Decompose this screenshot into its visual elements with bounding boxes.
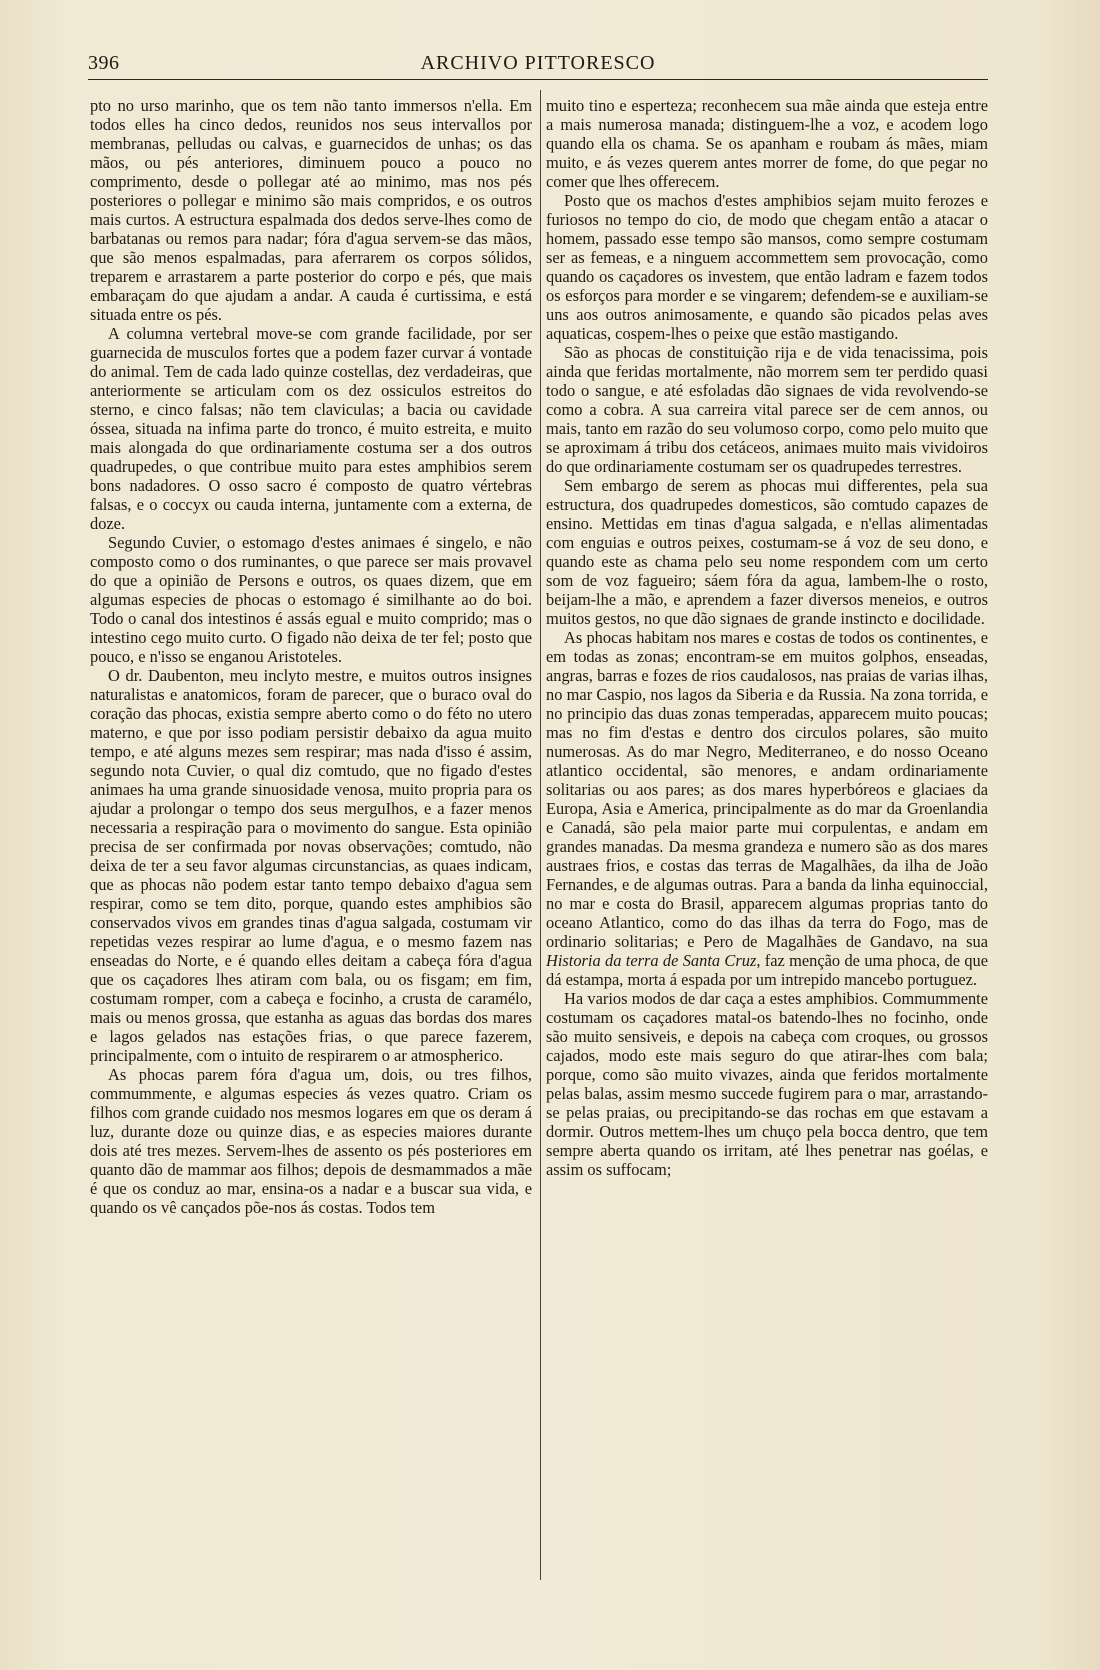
page-number: 396	[88, 52, 120, 74]
paragraph: Ha varios modos de dar caça a estes amphibios. Commummente costumam os caçadores matal-os batendo-lhes no focinho, onde são muito sensiveis, e depois na cabeça com croques, ou grossos cajados, modo este mais seguro do que atirar-lhes com bala; porque, como são muito vivazes, ainda que feridos mortalmente pelas balas, assim mesmo succede fugirem para o mar, arrastando-se pelas praias, ou precipitando-se das rochas em que estavam a dormir. Outros mettem-lhes um chuço pela bocca dentro, que tem sempre aberta quando os irritam, até lhes penetrar nas goélas, e assim os suffocam;	[546, 989, 988, 1179]
left-column	[90, 96, 532, 1217]
running-title: ARCHIVO PITTORESCO	[420, 52, 656, 74]
book-title: Historia da terra de Santa Cruz	[546, 951, 757, 970]
column-divider	[540, 90, 541, 1580]
paragraph-text: , faz menção de uma phoca, de que dá estampa, morta á espada por um intrepido mancebo portuguez.	[546, 951, 988, 989]
paragraph: O dr. Daubenton, meu inclyto mestre, e muitos outros insignes naturalistas e anatomicos, foram de parecer, que o buraco oval do coração das phocas, existia sempre aberto como o do féto no utero materno, e que por isso podiam persistir debaixo da agua muito tempo, e até alguns mezes sem respirar; mas nada d'isso é assim, segundo nota Cuvier, o qual diz comtudo, que no figado d'estes animaes ha uma grande sinuosidade venosa, muito propria para os ajudar a prolongar o tempo dos seus merguIhos, e a fazer menos necessaria a respiração para o movimento do sangue. Esta opinião precisa de ser confirmada por novas observações; comtudo, não deixa de ter a seu favor algumas circunstancias, as quaes indicam, que as phocas não podem estar tanto tempo debaixo d'agua sem respirar, como se tem dito, porque, quando estes amphibios são conservados vivos em grandes tinas d'agua salgada, costumam vir repetidas vezes respirar ao lume d'agua, e o mesmo fazem nas enseadas do Norte, e é quando elles deitam a cabeça fóra d'agua que os caçadores lhes atiram com bala, ou os fisgam; em fim, costumam romper, com a cabeça e focinho, a crusta de caramélo, mais ou menos grossa, que estanha as aguas das bordas dos mares e lagos gelados nas estações frias, o que parece fazerem, principalmente, com o intuito de respirarem o ar atmospherico.	[90, 666, 532, 1065]
paragraph	[546, 628, 988, 989]
page-header	[88, 50, 988, 80]
paragraph: São as phocas de constituição rija e de vida tenacissima, pois ainda que feridas mortalmente, não morrem sem ter perdido quasi todo o sangue, e até esfoladas dão signaes de vida revolvendo-se como a cobra. A sua carreira vital parece ser de cem annos, ou mais, tanto em razão do seu volumoso corpo, como pelo muito que se aproximam á tribu dos cetáceos, animaes muito mais vividoiros do que ordinariamente costumam ser os quadrupedes terrestres.	[546, 343, 988, 476]
paragraph: Sem embargo de serem as phocas mui differentes, pela sua estructura, dos quadrupedes domesticos, são comtudo capazes de ensino. Mettidas em tinas d'agua salgada, e n'ellas alimentadas com enguias e outros peixes, costumam-se á voz de seu dono, e quando este as chama pelo seu nome respondem com um certo som de voz fagueiro; sáem fóra da agua, lambem-lhe o rosto, beijam-lhe a mão, e aprendem a fazer diversos meneios, e outros muitos gestos, no que dão signaes de grande instincto e docilidade.	[546, 476, 988, 628]
paragraph: A columna vertebral move-se com grande facilidade, por ser guarnecida de musculos fortes que a podem fazer curvar á vontade do animal. Tem de cada lado quinze costellas, dez verdadeiras, que anteriormente se articulam com os dez ossiculos estreitos do sterno, e cinco falsas; não tem claviculas; a bacia ou cavidade óssea, situada na infima parte do tronco, é muito estreita, e muito mais alongada do que ordinariamente costuma ser a dos outros quadrupedes, o que contribue muito para estes amphibios serem bons nadadores. O osso sacro é composto de quatro vértebras falsas, e o coccyx ou cauda interna, juntamente com a externa, de doze.	[90, 324, 532, 533]
paragraph-text: As phocas habitam nos mares e costas de todos os continentes, e em todas as zonas; encontram-se em muitos golphos, enseadas, angras, barras e fozes de rios caudalosos, nas praias de varias ilhas, no mar Caspio, nos lagos da Siberia e da Russia. Na zona torrida, e no principio das duas zonas temperadas, apparecem muito poucas; mas no fim d'estas e dentro dos circulos polares, são muito numerosas. As do mar Negro, Mediterraneo, e do nosso Oceano atlantico occidental, são menores, e andam ordinariamente solitarias ou aos pares; as dos mares hyperbóreos e glaciaes da Europa, Asia e America, principalmente as do mar da Groenlandia e Canadá, são pela maior parte mui corpulentas, e andam em grandes manadas. Da mesma grandeza e numero são as dos mares austraes frios, e costas das terras de Magalhães, da ilha de João Fernandes, e de algumas outras. Para a banda da linha equinoccial, no mar e costa do Brasil, apparecem algumas proprias tanto do oceano Atlantico, como do das ilhas da terra do Fogo, mas de ordinario solitarias; e Pero de Magalhães de Gandavo, na sua	[546, 628, 988, 951]
paragraph: muito tino e esperteza; reconhecem sua mãe ainda que esteja entre a mais numerosa manada; distinguem-lhe a voz, e acodem logo quando ella os chama. Se os apanham e roubam ás mães, miam muito, e ás vezes querem antes morrer de fome, do que pegar no comer que lhes offerecem.	[546, 96, 988, 191]
paragraph: Segundo Cuvier, o estomago d'estes animaes é singelo, e não composto como o dos ruminantes, o que parece ser mais provavel do que a opinião de Persons e outros, os quaes dizem, que em algumas especies de phocas o estomago é similhante ao do boi. Todo o canal dos intestinos é assás egual e muito comprido; mas o intestino cego muito curto. O figado não deixa de ter fel; posto que pouco, e n'isso se enganou Aristoteles.	[90, 533, 532, 666]
paragraph: pto no urso marinho, que os tem não tanto immersos n'ella. Em todos elles ha cinco dedos, reunidos nos seus intervallos por membranas, pelludas ou calvas, e guarnecidos de unhas; os das mãos, ou pés anteriores, diminuem pouco a pouco no comprimento, desde o pollegar até ao minimo, mas nos pés posteriores o pollegar e minimo são mais compridos, e os outros mais curtos. A estructura espalmada dos dedos serve-lhes como de barbatanas ou remos para nadar; fóra d'agua servem-se das mãos, que são menos espalmadas, para aferrarem os corpos sólidos, treparem e arrastarem a parte posterior do corpo e pés, que mais embaraçam do que ajudam a andar. A cauda é curtissima, e está situada entre os pés.	[90, 96, 532, 324]
paragraph: Posto que os machos d'estes amphibios sejam muito ferozes e furiosos no tempo do cio, de modo que chegam então a atacar o homem, passado esse tempo são mansos, como sempre costumam ser as femeas, e a ninguem accommettem sem provocação, como quando os caçadores os investem, que então ladram e fazem todos os esforços para morder e se vingarem; defendem-se e auxiliam-se uns aos outros animosamente, e quando são picados pelas aves aquaticas, cospem-lhes o peixe que estão mastigando.	[546, 191, 988, 343]
header-rule	[88, 79, 988, 80]
right-column	[546, 96, 988, 1179]
paragraph: As phocas parem fóra d'agua um, dois, ou tres filhos, commummente, e algumas especies ás vezes quatro. Criam os filhos com grande cuidado nos mesmos logares em que os deram á luz, durante doze ou quinze dias, e as especies maiores durante dois até tres mezes. Servem-lhes de assento os pés posteriores em quanto dão de mammar aos filhos; depois de desmammados a mãe é que os conduz ao mar, ensina-os a nadar e a buscar sua vida, e quando os vê cançados põe-nos ás costas. Todos tem	[90, 1065, 532, 1217]
